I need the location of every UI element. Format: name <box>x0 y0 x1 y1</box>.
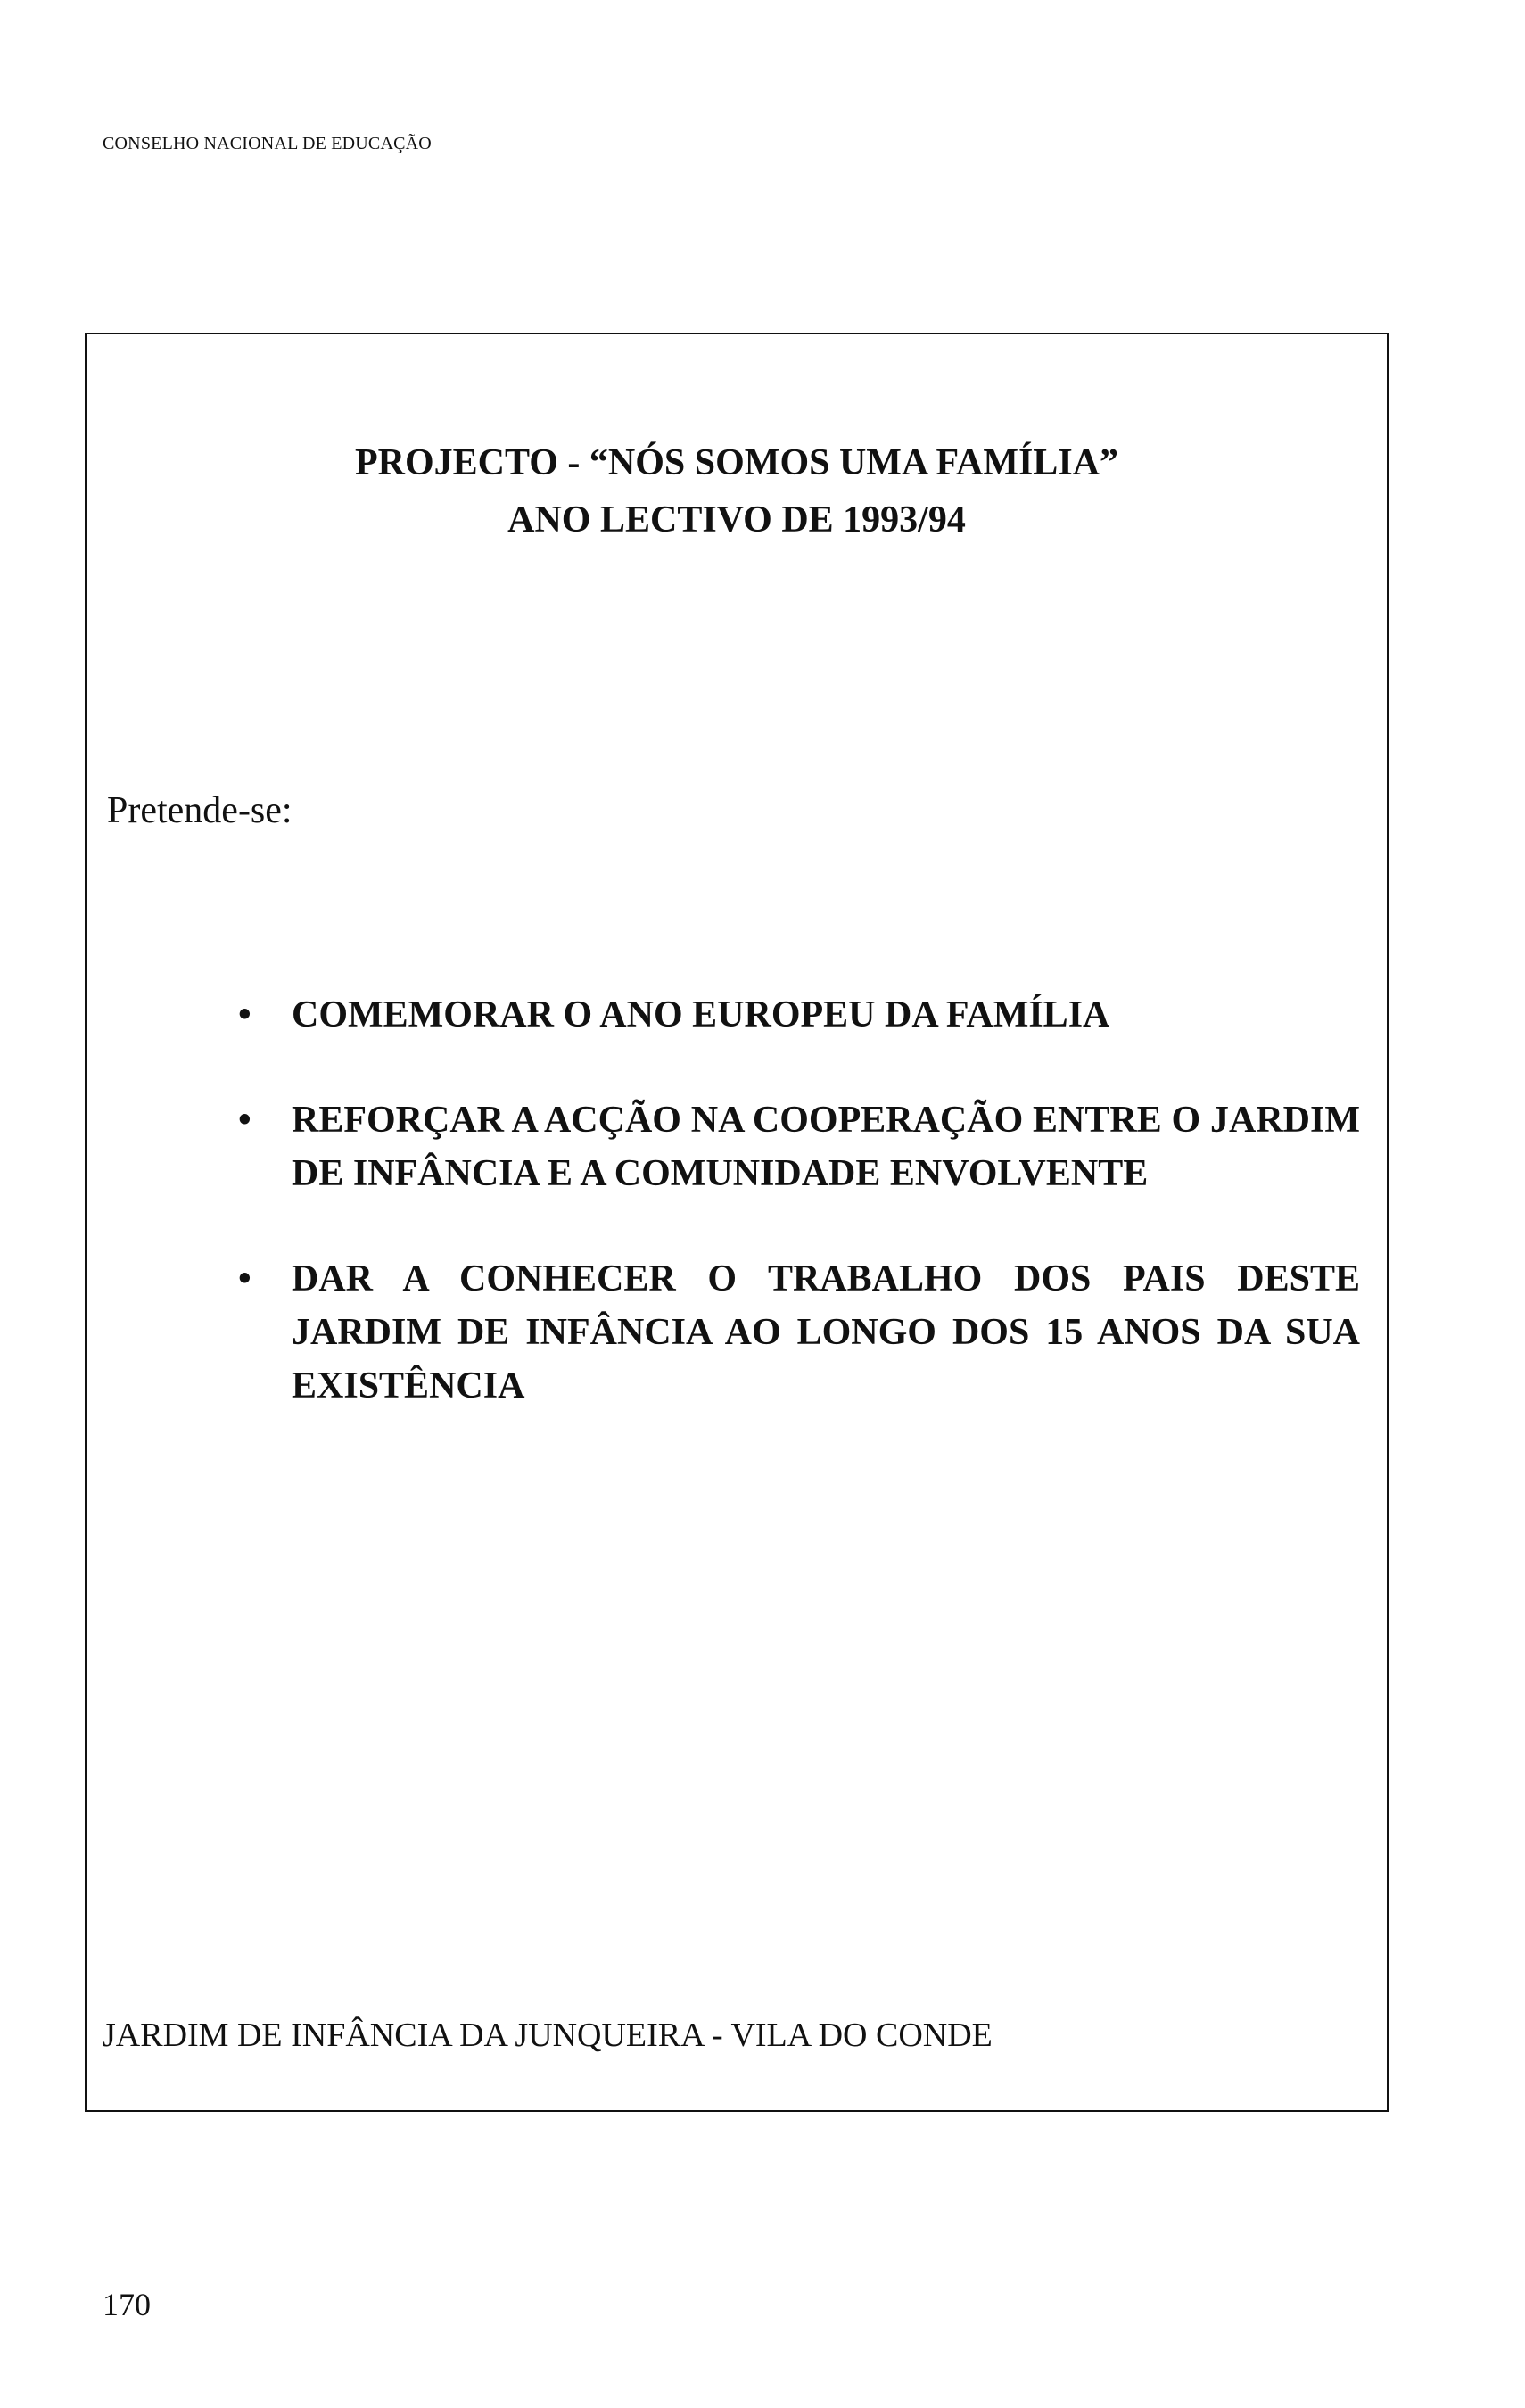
institution-footer: JARDIM DE INFÂNCIA DA JUNQUEIRA - VILA DO CONDE <box>103 2016 993 2054</box>
intro-text: Pretende-se: <box>107 790 293 831</box>
running-header: CONSELHO NACIONAL DE EDUCAÇÃO <box>103 134 432 153</box>
bullet-icon: • <box>238 1100 251 1141</box>
list-item <box>229 1252 1360 1413</box>
objective-text: COMEMORAR O ANO EUROPEU DA FAMÍLIA <box>292 994 1110 1035</box>
project-title: PROJECTO - “NÓS SOMOS UMA FAMÍLIA” <box>355 442 1118 483</box>
objective-text: DAR A CONHECER O TRABALHO DOS PAIS DESTE JARDIM DE INFÂNCIA AO LONGO DOS 15 ANOS DA SUA EXISTÊNCIA <box>292 1258 1360 1406</box>
project-box <box>85 333 1389 2112</box>
objective-text: REFORÇAR A ACÇÃO NA COOPERAÇÃO ENTRE O JARDIM DE INFÂNCIA E A COMUNIDADE ENVOLVENTE <box>292 1100 1360 1194</box>
page-number: 170 <box>103 2287 151 2322</box>
list-item <box>229 988 1360 1042</box>
objectives-list <box>229 988 1360 1464</box>
list-item <box>229 1093 1360 1200</box>
bullet-icon: • <box>238 1258 251 1299</box>
school-year: ANO LECTIVO DE 1993/94 <box>507 499 966 540</box>
bullet-icon: • <box>238 994 251 1035</box>
